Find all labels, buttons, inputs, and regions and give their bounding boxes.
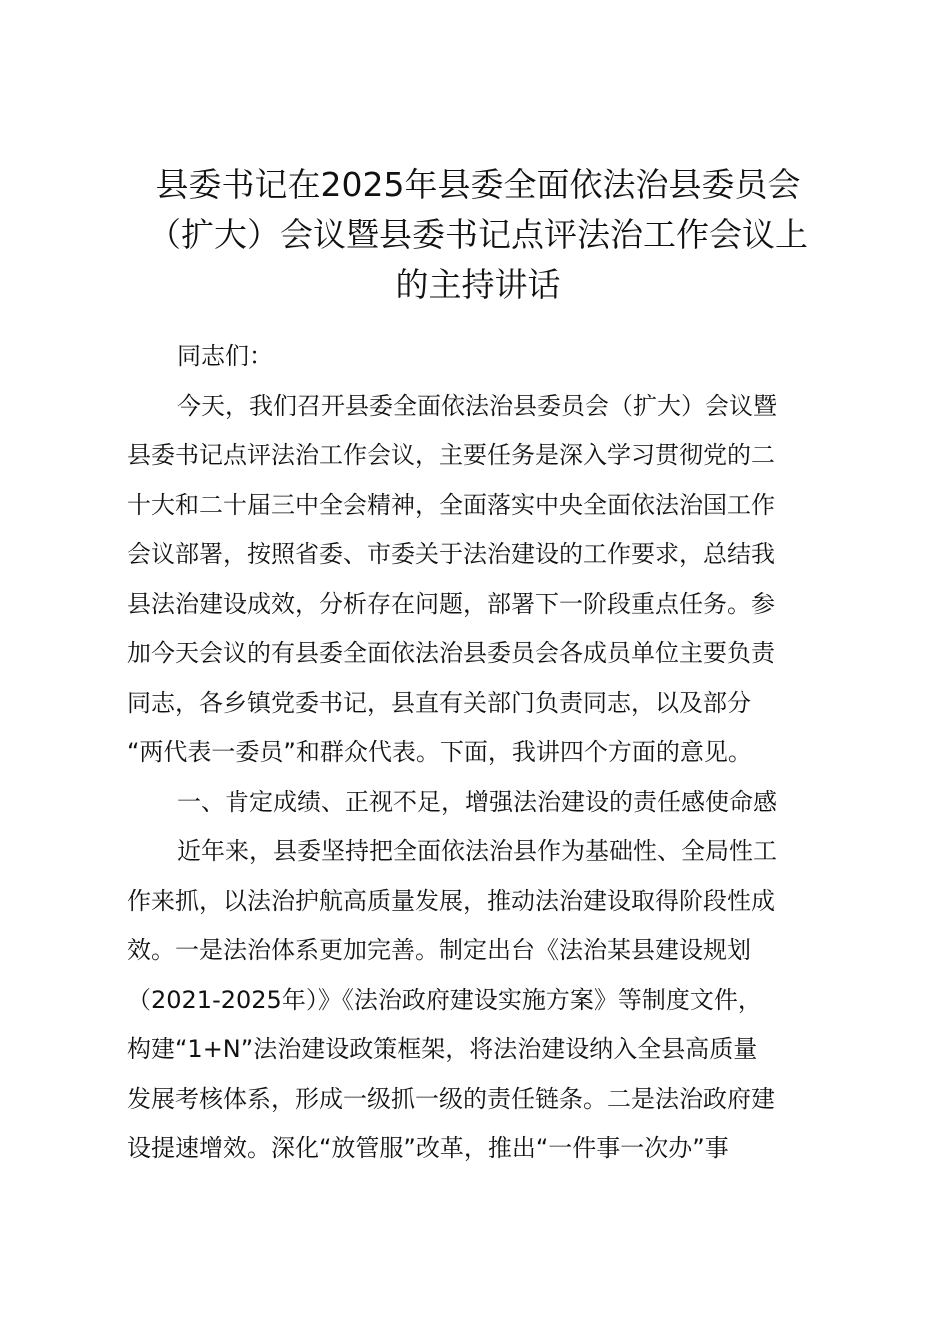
title-line-2: （扩大）会议暨县委书记点评法治工作会议上: [148, 215, 808, 254]
paragraph-line: 加今天会议的有县委全面依法治县委员会各成员单位主要负责: [127, 639, 775, 667]
paragraph-line: 县法治建设成效，分析存在问题，部署下一阶段重点任务。参: [127, 589, 775, 618]
paragraph-line: （2021-2025年）》《法治政府建设实施方案》等制度文件，: [127, 985, 762, 1014]
paragraph-line: 今天，我们召开县委全面依法治县委员会（扩大）会议暨: [177, 391, 777, 420]
paragraph-line: 十大和二十届三中全会精神，全面落实中央全面依法治国工作: [127, 490, 775, 519]
paragraph-line: 设提速增效。深化“放管服”改革，推出“一件事一次办”事: [127, 1134, 729, 1162]
document-title: [118, 160, 838, 310]
paragraph-line: 效。一是法治体系更加完善。制定出台《法治某县建设规划: [127, 936, 751, 964]
document-body: [127, 332, 867, 1174]
paragraph-1: [127, 382, 867, 778]
paragraph-line: 作来抓，以法治护航高质量发展，推动法治建设取得阶段性成: [127, 886, 775, 915]
title-line-1: 县委书记在2025年县委全面依法治县委员会: [155, 165, 801, 204]
salutation: 同志们：: [177, 342, 273, 370]
paragraph-line: 发展考核体系，形成一级抓一级的责任链条。二是法治政府建: [127, 1084, 775, 1113]
paragraph-line: “两代表一委员”和群众代表。下面，我讲四个方面的意见。: [127, 738, 752, 766]
title-line-3: 的主持讲话: [395, 265, 561, 304]
paragraph-line: 构建“1+N”法治建设政策框架，将法治建设纳入全县高质量: [127, 1035, 758, 1063]
paragraph-line: 近年来，县委坚持把全面依法治县作为基础性、全局性工: [177, 837, 777, 865]
section-heading-1: 一、肯定成绩、正视不足，增强法治建设的责任感使命感: [177, 787, 777, 816]
paragraph-2: [127, 827, 867, 1174]
paragraph-line: 会议部署，按照省委、市委关于法治建设的工作要求，总结我: [127, 540, 775, 568]
paragraph-line: 县委书记点评法治工作会议，主要任务是深入学习贯彻党的二: [127, 441, 775, 469]
paragraph-line: 同志，各乡镇党委书记，县直有关部门负责同志，以及部分: [127, 688, 751, 717]
